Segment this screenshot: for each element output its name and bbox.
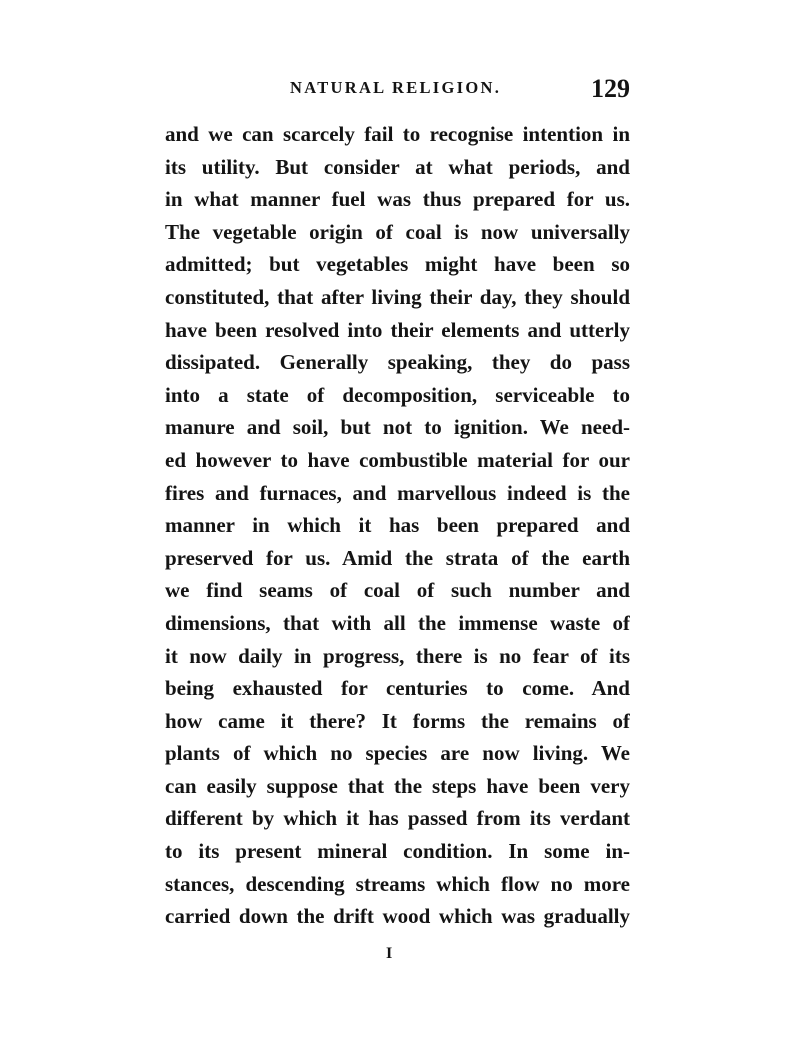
text-line: stances, descending streams which flow no more [165,871,630,896]
body-text [165,118,630,934]
text-line: dissipated. Generally speaking, they do pass [165,350,630,375]
text-line: can easily suppose that the steps have been very [165,773,630,798]
text-line: have been resolved into their elements and utterly [165,317,630,342]
text-line: manner in which it has been prepared and [165,513,630,538]
text-line: different by which it has passed from its verdant [165,806,630,831]
page-header [165,74,630,108]
text-line: into a state of decomposition, serviceable to [165,382,630,407]
text-line: dimensions, that with all the immense waste of [165,610,630,635]
text-line: to its present mineral condition. In some in- [165,839,630,864]
text-line: ed however to have combustible material for our [165,447,630,472]
text-line: fires and furnaces, and marvellous indeed is the [165,480,630,505]
text-line: in what manner fuel was thus prepared for us. [165,187,630,212]
text-line: preserved for us. Amid the strata of the earth [165,545,630,570]
text-line: its utility. But consider at what periods, and [165,154,630,179]
text-line: The vegetable origin of coal is now universally [165,219,630,244]
text-line: how came it there? It forms the remains of [165,708,630,733]
text-line: constituted, that after living their day, they should [165,284,630,309]
text-line: it now daily in progress, there is no fear of its [165,643,630,668]
text-line: being exhausted for centuries to come. And [165,676,630,701]
text-line: carried down the drift wood which was gradually [165,904,630,929]
text-line: and we can scarcely fail to recognise intention in [165,122,630,146]
text-line: admitted; but vegetables might have been so [165,252,630,277]
text-line: manure and soil, but not to ignition. We need- [165,415,630,440]
running-title: NATURAL RELIGION. [290,78,502,97]
text-line: we find seams of coal of such number and [165,578,630,603]
page-number: 129 [591,74,630,103]
text-line: plants of which no species are now living. We [165,741,630,766]
signature-mark: I [386,945,393,962]
